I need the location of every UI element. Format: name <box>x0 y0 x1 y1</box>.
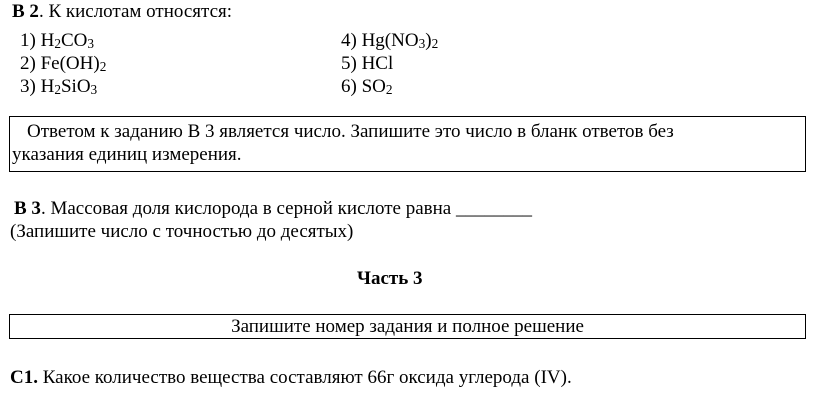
formula-subscript: 2 <box>54 82 61 97</box>
part3-instruction: Запишите номер задания и полное решение <box>231 316 584 337</box>
question-c1 <box>10 367 572 389</box>
formula-text: HCl <box>361 53 394 74</box>
formula-text: ) <box>425 30 432 51</box>
question-b2-label: В 2 <box>12 1 39 22</box>
formula-subscript: 3 <box>87 36 95 51</box>
formula-text: Fe(OH) <box>40 53 100 74</box>
question-c1-label: С1. <box>10 367 38 388</box>
formula-text: CO <box>60 30 88 51</box>
option-3 <box>20 76 97 99</box>
question-b3 <box>14 198 532 220</box>
formula-subscript: 2 <box>385 82 393 97</box>
option-5 <box>341 53 393 75</box>
answer-instruction-line2: указания единиц измерения. <box>12 144 242 165</box>
option-formula <box>362 76 393 97</box>
option-formula <box>362 30 439 51</box>
question-c1-text: Какое количество вещества составляют 66г оксида углерода (IV). <box>37 367 572 388</box>
option-6 <box>341 76 393 99</box>
question-b3-text: . Массовая доля кислорода в серной кислоте равна ________ <box>40 198 532 219</box>
formula-subscript: 2 <box>431 36 439 51</box>
option-number: 6) <box>341 76 357 97</box>
formula-subscript: 2 <box>99 59 107 74</box>
formula-text: Hg(NO <box>361 30 419 51</box>
option-4 <box>341 30 438 53</box>
option-formula <box>41 76 98 97</box>
option-formula <box>41 30 94 51</box>
formula-text: H <box>40 76 55 97</box>
formula-subscript: 3 <box>90 82 98 97</box>
option-formula <box>362 53 394 74</box>
formula-text: H <box>40 30 55 51</box>
formula-text: SO <box>361 76 386 97</box>
formula-subscript: 2 <box>54 36 61 51</box>
formula-text: SiO <box>60 76 91 97</box>
option-1 <box>20 30 94 53</box>
option-number: 5) <box>341 53 357 74</box>
option-number: 3) <box>20 76 36 97</box>
answer-instruction-line1: Ответом к заданию В 3 является число. Запишите это число в бланк ответов без <box>27 121 674 142</box>
question-b3-note: (Запишите число с точностью до десятых) <box>10 221 354 242</box>
question-b2-header <box>12 1 232 23</box>
formula-subscript: 3 <box>418 36 426 51</box>
option-formula <box>41 53 107 74</box>
option-2 <box>20 53 106 76</box>
option-number: 4) <box>341 30 357 51</box>
answer-instruction-box <box>9 116 806 172</box>
question-b2-prompt: . К кислотам относятся: <box>38 1 233 22</box>
part3-instruction-box <box>9 314 806 339</box>
option-number: 1) <box>20 30 36 51</box>
question-b3-label: В 3 <box>14 198 41 219</box>
option-number: 2) <box>20 53 36 74</box>
part3-title: Часть 3 <box>357 268 423 289</box>
